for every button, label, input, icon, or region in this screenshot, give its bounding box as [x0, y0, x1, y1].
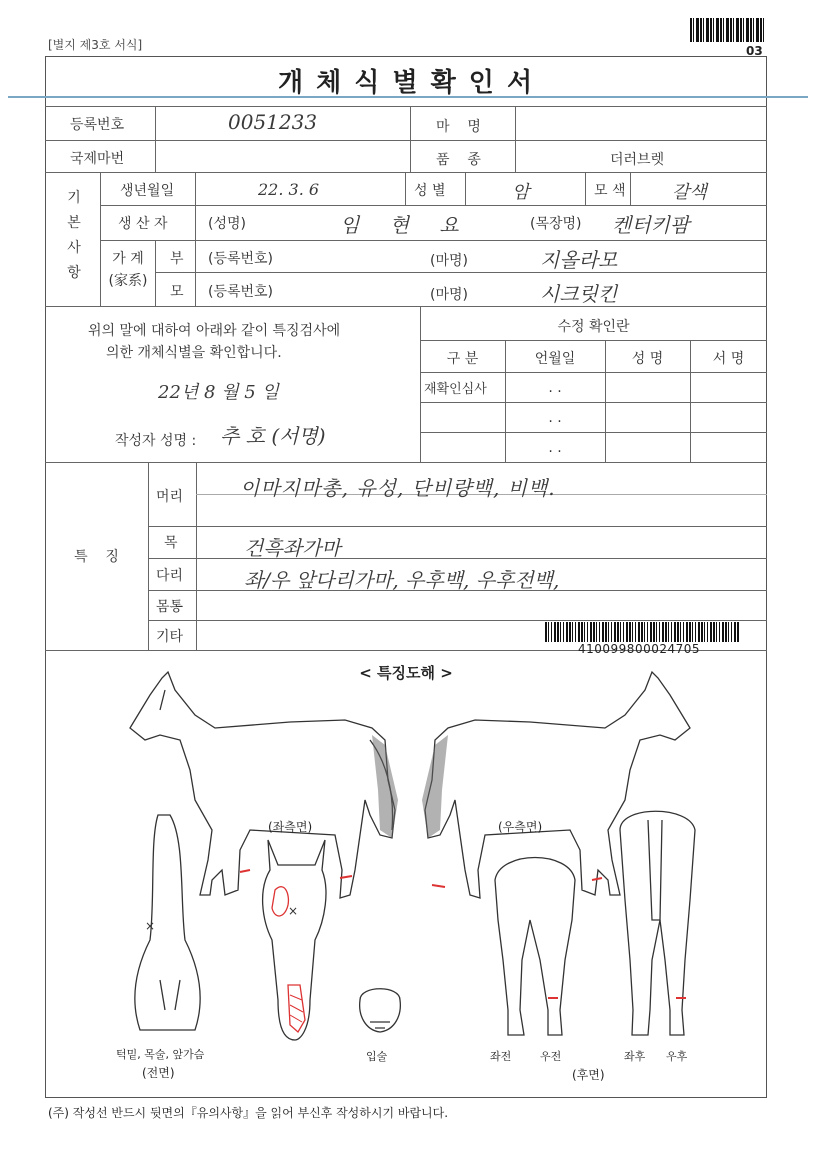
confirm-line2: 의한 개체식별을 확인합니다.	[106, 345, 282, 361]
dam-label: 모	[170, 284, 184, 300]
revision-col-type: 구 분	[446, 351, 479, 367]
author-value: 추 호 (서명)	[220, 424, 326, 448]
confirm-date: 22년 8 월 5 일	[158, 382, 279, 403]
footer-note: (주) 작성선 반드시 뒷면의『유의사항』을 읽어 부신후 작성하시기 바랍니다.	[48, 1106, 449, 1120]
birth-value: 22. 3. 6	[258, 180, 320, 199]
page-title: 개 체 식 별 확 인 서	[277, 68, 535, 98]
revision-row-date: . .	[548, 440, 562, 456]
breed-label: 품 종	[436, 152, 481, 168]
right-front-caption: 우전	[540, 1050, 562, 1063]
breed-value: 더러브렛	[610, 152, 665, 168]
lips-caption: 입술	[366, 1050, 388, 1063]
front-caption: 턱밑, 목술, 앞가슴	[116, 1048, 205, 1061]
body-label: 몸통	[156, 599, 184, 615]
svg-text:×: ×	[288, 904, 299, 918]
producer-name-value: 임 현 요	[340, 213, 471, 237]
revision-row-date: . .	[548, 410, 562, 426]
birth-label: 생년월일	[120, 183, 175, 199]
sex-label: 성 별	[414, 183, 446, 199]
sire-reg-label: (등록번호)	[208, 251, 274, 267]
dam-reg-label: (등록번호)	[208, 284, 274, 300]
left-side-label: (좌측면)	[268, 820, 313, 834]
head-label: 머리	[156, 489, 184, 505]
features-section-label: 특 징	[74, 549, 119, 565]
head-value: 이마지마총, 유성, 단비량백, 비백.	[240, 476, 556, 500]
producer-label: 생 산 자	[118, 216, 168, 232]
form-number: [별지 제3호 서식]	[48, 38, 143, 52]
right-hind-caption: 우후	[666, 1050, 688, 1063]
confirm-line1: 위의 말에 대하여 아래와 같이 특징검사에	[88, 323, 341, 339]
basic-section-label: 기 본 사 항	[67, 190, 81, 281]
revision-row-date: . .	[548, 380, 562, 396]
sire-label: 부	[170, 251, 184, 267]
color-value: 갈색	[672, 182, 707, 203]
sire-name-value: 지올라모	[540, 248, 618, 272]
rear-label: (후면)	[572, 1068, 605, 1082]
revision-title: 수정 확인란	[557, 319, 630, 335]
revision-row-type: 재확인심사	[424, 382, 487, 397]
revision-col-name: 성 명	[631, 351, 664, 367]
left-front-caption: 좌전	[490, 1050, 512, 1063]
legs-value: 좌/우 앞다리가마, 우후백, 우후전백,	[244, 568, 560, 592]
other-label: 기타	[156, 629, 184, 645]
diagram-title: < 특징도해 >	[359, 664, 453, 682]
ranch-label: (목장명)	[530, 216, 582, 232]
front-label: (전면)	[142, 1066, 175, 1080]
revision-col-date: 언월일	[534, 351, 576, 367]
right-side-label: (우측면)	[498, 820, 543, 834]
producer-name-label: (성명)	[208, 216, 246, 232]
left-hind-caption: 좌후	[624, 1050, 646, 1063]
revision-col-sign: 서 명	[712, 351, 745, 367]
reg-no-value: 0051233	[228, 110, 318, 134]
horse-name-label: 마 명	[436, 119, 481, 135]
svg-text:×: ×	[145, 919, 156, 933]
sex-value: 암	[512, 182, 530, 203]
dam-name-value: 시크릿킨	[540, 282, 618, 306]
intl-no-label: 국제마번	[70, 151, 125, 167]
page-number: 03	[746, 44, 763, 58]
ranch-value: 켄터키팜	[612, 213, 690, 237]
neck-value: 건흑좌가마	[244, 536, 341, 560]
barcode-number: 410099800024705	[578, 642, 701, 656]
color-label: 모 색	[594, 183, 626, 199]
neck-label: 목	[164, 535, 178, 551]
dam-name-label: (마명)	[430, 287, 468, 303]
legs-label: 다리	[156, 568, 184, 584]
sire-name-label: (마명)	[430, 253, 468, 269]
reg-no-label: 등록번호	[70, 117, 125, 133]
lineage-label: 가 계 (家系)	[108, 251, 148, 289]
author-label: 작성자 성명 :	[115, 433, 197, 449]
